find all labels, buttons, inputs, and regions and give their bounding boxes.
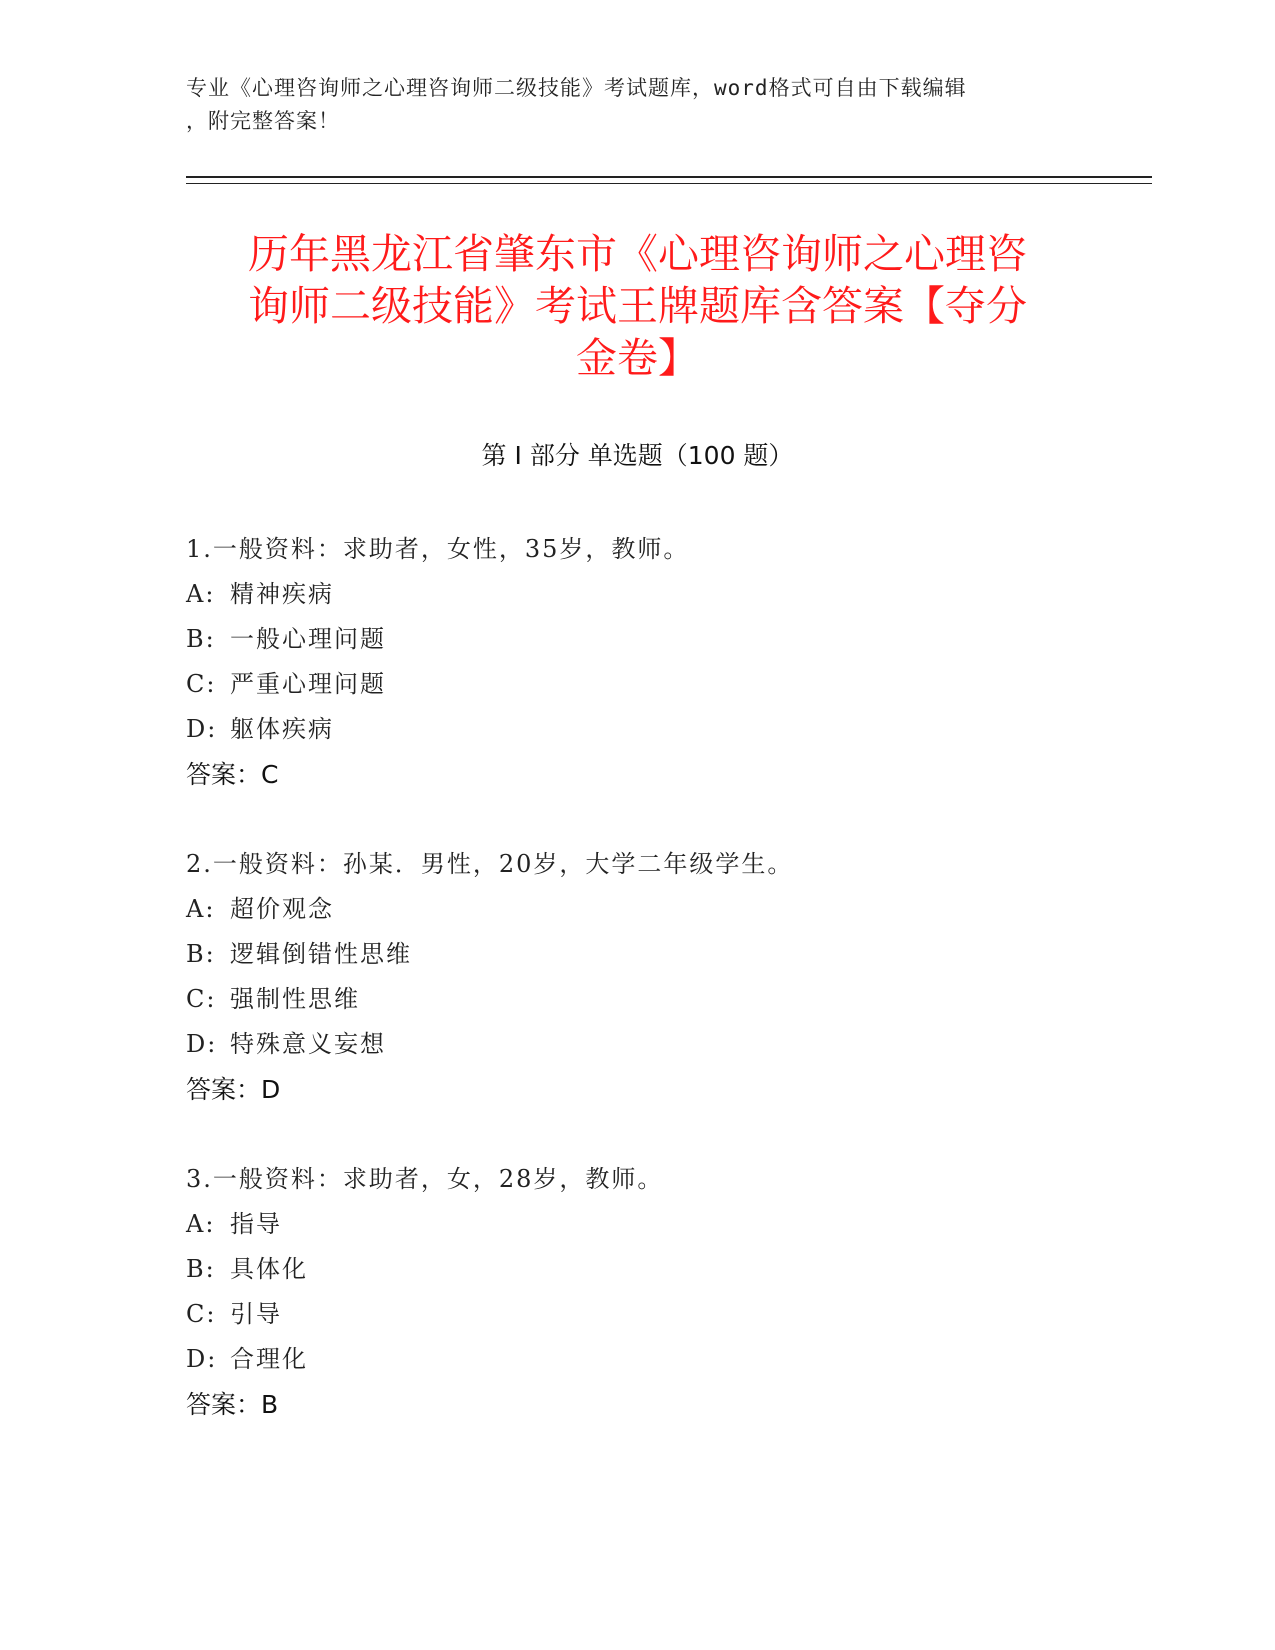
option-label: B:: [186, 1255, 216, 1283]
option-text: 指导: [230, 1210, 282, 1238]
option-c: [186, 662, 1086, 707]
option-text: 强制性思维: [230, 985, 360, 1013]
option-label: D:: [186, 1030, 218, 1058]
option-d: [186, 1022, 1086, 1067]
option-label: A:: [186, 580, 216, 608]
option-label: D:: [186, 715, 218, 743]
option-text: 逻辑倒错性思维: [230, 940, 412, 968]
question-list: [186, 527, 1086, 1472]
option-label: A:: [186, 1210, 216, 1238]
option-text: 特殊意义妄想: [230, 1030, 386, 1058]
option-a: [186, 887, 1086, 932]
document-title: [190, 228, 1085, 384]
option-text: 精神疾病: [230, 580, 334, 608]
question-stem: 1.一般资料：求助者，女性，35岁，教师。: [186, 535, 690, 563]
option-d: [186, 707, 1086, 752]
question-stem: 3.一般资料：求助者，女，28岁，教师。: [186, 1165, 664, 1193]
title-line-1: 历年黑龙江省肇东市《心理咨询师之心理咨: [248, 230, 1027, 278]
answer-line: 答案：C: [186, 760, 279, 789]
option-text: 具体化: [230, 1255, 308, 1283]
title-line-2: 询师二级技能》考试王牌题库含答案【夺分: [248, 282, 1027, 330]
answer-line: 答案：D: [186, 1075, 281, 1104]
question-item: [186, 842, 1086, 1112]
header-note: [186, 72, 1066, 138]
option-label: A:: [186, 895, 216, 923]
option-text: 引导: [230, 1300, 282, 1328]
header-divider-thick: [186, 176, 1152, 178]
option-label: C:: [186, 1300, 217, 1328]
option-text: 合理化: [230, 1345, 308, 1373]
option-label: C:: [186, 985, 217, 1013]
header-note-line-2: ，附完整答案！: [186, 109, 340, 133]
option-text: 一般心理问题: [230, 625, 386, 653]
header-note-line-1: 专业《心理咨询师之心理咨询师二级技能》考试题库，word格式可自由下载编辑: [186, 76, 967, 100]
option-c: [186, 977, 1086, 1022]
option-c: [186, 1292, 1086, 1337]
option-a: [186, 572, 1086, 617]
section-heading: 第 I 部分 单选题（100 题）: [481, 441, 794, 470]
option-text: 超价观念: [230, 895, 334, 923]
option-text: 严重心理问题: [230, 670, 386, 698]
option-a: [186, 1202, 1086, 1247]
option-b: [186, 932, 1086, 977]
question-item: [186, 527, 1086, 797]
title-line-3: 金卷】: [576, 334, 699, 382]
option-label: B:: [186, 625, 216, 653]
header-divider-thin: [186, 183, 1152, 184]
option-d: [186, 1337, 1086, 1382]
question-stem: 2.一般资料：孙某．男性，20岁，大学二年级学生。: [186, 850, 794, 878]
option-label: B:: [186, 940, 216, 968]
option-text: 躯体疾病: [230, 715, 334, 743]
option-label: D:: [186, 1345, 218, 1373]
option-b: [186, 1247, 1086, 1292]
option-label: C:: [186, 670, 217, 698]
question-item: [186, 1157, 1086, 1427]
option-b: [186, 617, 1086, 662]
answer-line: 答案：B: [186, 1390, 279, 1419]
